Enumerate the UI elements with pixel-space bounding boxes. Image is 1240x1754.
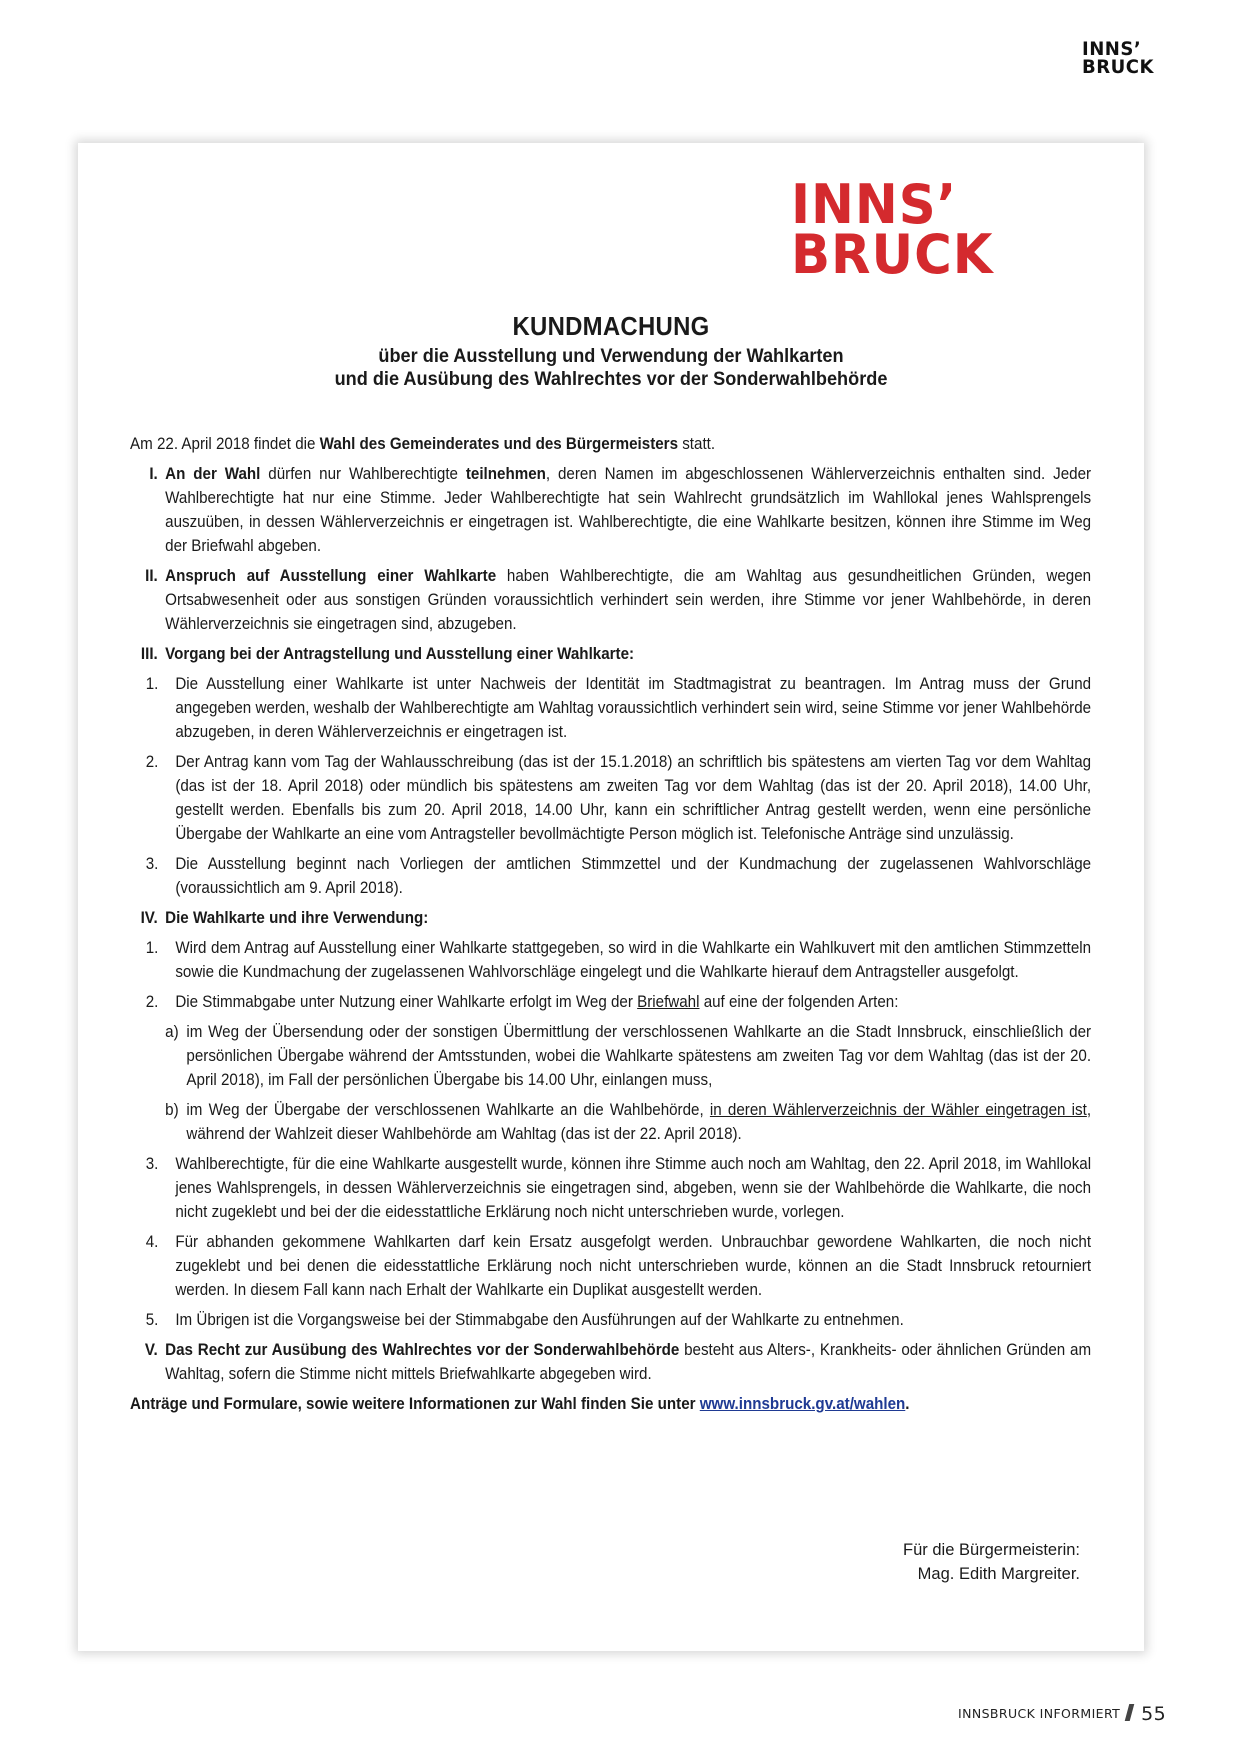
list-item	[130, 990, 1091, 1014]
innsbruck-red-logo	[791, 173, 994, 286]
section-bold: Anspruch auf Ausstellung einer Wahlkarte	[165, 567, 497, 585]
section-number: I.	[149, 465, 158, 483]
underlined-term: Briefwahl	[637, 993, 700, 1011]
sub-item-letter: a)	[165, 1023, 179, 1041]
item-text: Wird dem Antrag auf Ausstellung einer Wahlkarte stattgegeben, so wird in die Wahlkarte ein Wahlkuvert mit den amtlichen Stimmzetteln sowie die Kundmachung der zugelassenen Wahlvorschläge eingelegt und die Wahlkarte hierauf dem Antragsteller ausgefolgt.	[175, 939, 1092, 981]
signature-role: Für die Bürgermeisterin:	[903, 1541, 1080, 1559]
section-bold: An der Wahl	[165, 465, 261, 483]
section-bold: Das Recht zur Ausübung des Wahlrechtes vor der Sonderwahlbehörde	[165, 1341, 680, 1359]
item-number: 3.	[145, 1155, 159, 1173]
item-text: Die Stimmabgabe unter Nutzung einer Wahlkarte erfolgt im Weg der	[175, 993, 638, 1011]
sub-item-b	[130, 1098, 1091, 1146]
item-number: 4.	[145, 1233, 159, 1251]
notice-title: KUNDMACHUNG	[512, 311, 710, 341]
underlined-phrase: in deren Wählerverzeichnis der Wähler eingetragen ist	[709, 1101, 1087, 1119]
logo-line-2: BRUCK	[1082, 56, 1154, 78]
item-number: 3.	[145, 855, 159, 873]
item-text: Die Ausstellung einer Wahlkarte ist unter Nachweis der Identität im Stadtmagistrat zu beantragen. Im Antrag muss der Grund angegeben werden, weshalb der Wahlberechtigte am Wahltag voraussichtlich verhindert sein wird, seine Stimme vor jener Wahlbehörde abzugeben, in deren Wählerverzeichnis er eingetragen ist.	[175, 675, 1092, 741]
item-number: 2.	[145, 993, 159, 1011]
item-text: Im Übrigen ist die Vorgangsweise bei der Stimmabgabe den Ausführungen auf der Wahlkarte zu entnehmen.	[175, 1311, 904, 1329]
list-item	[130, 1230, 1091, 1302]
logo-line-1: INNS’	[1082, 38, 1142, 60]
info-line	[130, 1392, 1091, 1416]
signature-name: Mag. Edith Margreiter.	[917, 1565, 1080, 1583]
sub-item-text: im Weg der Übersendung oder der sonstigen Übermittlung der verschlossenen Wahlkarte an die Stadt Innsbruck, einschließlich der persönlichen Übergabe während der Amtsstunden, wobei die Wahlkarte spätestens am zweiten Tag vor dem Wahltag (das ist der 20. April 2018), im Fall der persönlichen Übergabe bis 14.00 Uhr, einlangen muss,	[186, 1023, 1092, 1089]
sub-item-text: im Weg der Übergabe der verschlossenen Wahlkarte an die Wahlbehörde,	[186, 1101, 710, 1119]
section-i	[130, 462, 1091, 558]
list-item	[130, 672, 1091, 744]
section-text: besteht aus Alters-, Krankheits- oder ähnlichen Gründen am Wahltag, sofern die Stimme nicht mittels Briefwahlkarte abgegeben wird.	[165, 1341, 1092, 1383]
intro-text-end: statt.	[678, 435, 716, 453]
sub-item-letter: b)	[165, 1101, 179, 1119]
section-heading: Die Wahlkarte und ihre Verwendung:	[165, 909, 429, 927]
intro-text: Am 22. April 2018 findet die	[130, 435, 320, 453]
item-number: 1.	[145, 939, 159, 957]
section-bold: teilnehmen	[465, 465, 546, 483]
item-text: Die Ausstellung beginnt nach Vorliegen der amtlichen Stimmzettel und der Kundmachung der zugelassenen Wahlvorschläge (voraussichtlich am 9. April 2018).	[175, 855, 1092, 897]
list-item	[130, 852, 1091, 900]
list-item	[130, 1308, 1091, 1332]
item-text: Wahlberechtigte, für die eine Wahlkarte ausgestellt wurde, können ihre Stimme auch noch am Wahltag, den 22. April 2018, im Wahllokal jenes Wahlsprengels, in dessen Wählerverzeichnis sie eingetragen sind, abgeben, wenn sie der Wahlbehörde die Wahlkarte, die noch nicht zugeklebt und bei der die eidesstattliche Erklärung noch nicht unterschrieben wurde, vorlegen.	[175, 1155, 1092, 1221]
info-text-end: .	[905, 1395, 910, 1413]
section-number: V.	[144, 1341, 158, 1359]
section-number: II.	[145, 567, 158, 585]
section-text: dürfen nur Wahlberechtigte	[260, 465, 466, 483]
red-logo-line-2: BRUCK	[791, 223, 994, 286]
page-footer	[958, 1703, 1166, 1725]
page-number: 55	[1141, 1703, 1167, 1725]
intro-paragraph	[130, 432, 1091, 456]
slash-divider-icon	[1125, 1704, 1135, 1721]
section-text: , deren Namen im abgeschlossenen Wählerverzeichnis enthalten sind. Jeder Wahlberechtigte hat nur eine Stimme. Jeder Wahlberechtigte hat sein Wahlrecht grundsätzlich im Wahllokal jenes Wahlsprengels auszuüben, in dessen Wählerverzeichnis er eingetragen ist. Wahlberechtigte, die eine Wahlkarte besitzen, können ihre Stimme im Weg der Briefwahl abgeben.	[165, 465, 1092, 555]
item-number: 2.	[145, 753, 159, 771]
list-item	[130, 936, 1091, 984]
list-item	[130, 1152, 1091, 1224]
red-logo-line-1: INNS’	[791, 173, 958, 236]
section-iii	[130, 642, 1091, 666]
item-number: 5.	[145, 1311, 159, 1329]
item-text: Für abhanden gekommene Wahlkarten darf kein Ersatz ausgefolgt werden. Unbrauchbar gewordene Wahlkarten, die noch nicht zugeklebt und bei denen die eidesstattliche Erklärung noch nicht unterschrieben wurde, können an die Stadt Innsbruck retourniert werden. In diesem Fall kann nach Erhalt der Wahlkarte ein Duplikat ausgestellt werden.	[175, 1233, 1092, 1299]
notice-card	[78, 143, 1144, 1651]
info-text: Anträge und Formulare, sowie weitere Informationen zur Wahl finden Sie unter	[130, 1395, 700, 1413]
section-number: III.	[140, 645, 158, 663]
signature-block	[903, 1538, 1080, 1586]
section-number: IV.	[140, 909, 158, 927]
intro-bold: Wahl des Gemeinderates und des Bürgermeisters	[319, 435, 679, 453]
item-text: auf eine der folgenden Arten:	[699, 993, 899, 1011]
section-text: haben Wahlberechtigte, die am Wahltag aus gesundheitlichen Gründen, wegen Ortsabwesenheit oder aus sonstigen Gründen voraussichtlich verhindert sein werden, ihre Stimme vor jener Wahlbehörde, in deren Wählerverzeichnis sie eingetragen sind, abzugeben.	[165, 567, 1092, 633]
sub-item-a	[130, 1020, 1091, 1092]
item-number: 1.	[145, 675, 159, 693]
innsbruck-corner-logo	[1082, 40, 1158, 76]
subtitle-line-2: und die Ausübung des Wahlrechtes vor der Sonderwahlbehörde	[334, 368, 888, 390]
sub-item-text: , während der Wahlzeit dieser Wahlbehörde am Wahltag (das ist der 22. April 2018).	[186, 1101, 1092, 1143]
wahlen-link[interactable]: www.innsbruck.gv.at/wahlen	[699, 1395, 906, 1413]
subtitle-line-1: über die Ausstellung und Verwendung der Wahlkarten	[378, 345, 844, 367]
notice-subtitle	[115, 345, 1106, 391]
section-ii	[130, 564, 1091, 636]
section-v	[130, 1338, 1091, 1386]
publication-name: INNSBRUCK INFORMIERT	[958, 1706, 1121, 1721]
section-heading: Vorgang bei der Antragstellung und Ausstellung einer Wahlkarte:	[165, 645, 635, 663]
item-text: Der Antrag kann vom Tag der Wahlausschreibung (das ist der 15.1.2018) an schriftlich bis spätestens am vierten Tag vor dem Wahltag (das ist der 18. April 2018) oder mündlich bis spätestens am zweiten Tag vor dem Wahltag (das ist der 20. April 2018), 14.00 Uhr, gestellt werden. Ebenfalls bis zum 20. April 2018, 14.00 Uhr, kann ein schriftlicher Antrag gestellt werden, wenn eine persönliche Übergabe der Wahlkarte an eine vom Antragsteller bevollmächtigte Person möglich ist. Telefonische Anträge sind unzulässig.	[175, 753, 1092, 843]
list-item	[130, 750, 1091, 846]
notice-body	[130, 432, 1091, 1416]
section-iv	[130, 906, 1091, 930]
